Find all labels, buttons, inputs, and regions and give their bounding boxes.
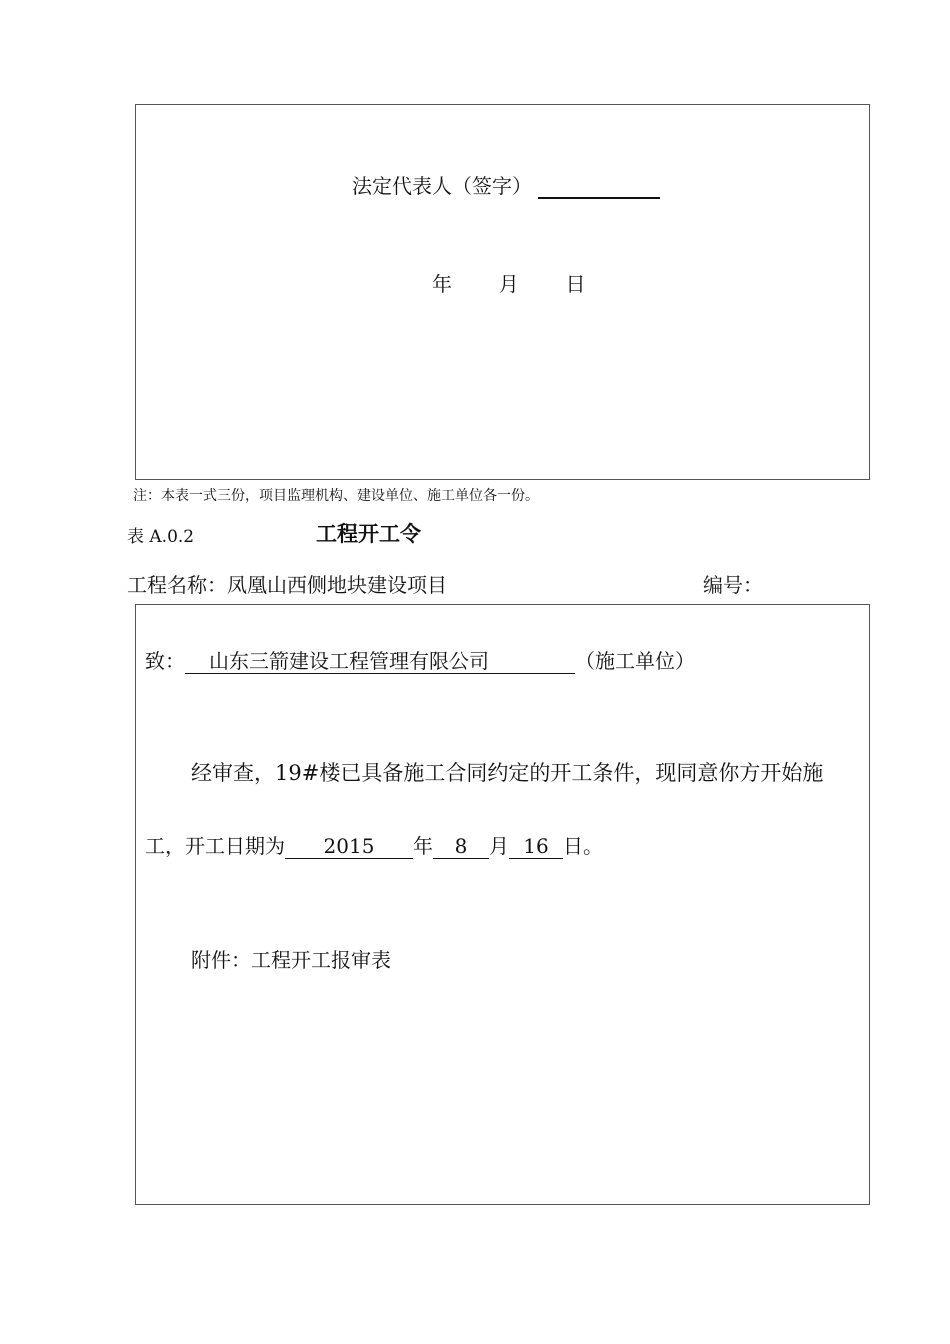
- recipient-row: [145, 645, 695, 674]
- attachment-line: 附件：工程开工报审表: [191, 948, 391, 972]
- recipient-role: （施工单位）: [575, 649, 695, 673]
- signature-field[interactable]: [538, 175, 660, 199]
- body-line-1: 经审查，19#楼已具备施工合同约定的开工条件，现同意你方开始施: [191, 761, 824, 785]
- start-date-prefix: 工，开工日期为: [145, 834, 285, 858]
- to-prefix: 致：: [145, 649, 185, 673]
- footnote: 注：本表一式三份，项目监理机构、建设单位、施工单位各一份。: [133, 488, 539, 504]
- signature-label: 法定代表人（签字）: [352, 174, 532, 198]
- start-month-field: 8: [433, 834, 489, 859]
- table-id: 表 A.0.2: [127, 527, 195, 547]
- date-day-label: 日: [565, 272, 586, 296]
- start-year-field: 2015: [285, 834, 413, 859]
- order-box: [135, 604, 870, 1205]
- start-day-unit: 日。: [563, 834, 603, 858]
- recipient-field: [185, 649, 575, 674]
- recipient-name: 山东三箭建设工程管理有限公司: [209, 649, 489, 673]
- project-name: 工程名称：凤凰山西侧地块建设项目: [127, 573, 447, 597]
- date-year-label: 年: [432, 272, 452, 296]
- start-month-unit: 月: [489, 834, 509, 858]
- body-line-2: [145, 830, 603, 859]
- date-row: [432, 268, 585, 297]
- form-title: 工程开工令: [316, 522, 421, 546]
- signature-row: [352, 170, 660, 199]
- date-month-label: 月: [498, 272, 519, 296]
- serial-number-label: 编号：: [703, 573, 763, 597]
- start-day-field: 16: [509, 834, 563, 859]
- start-year-unit: 年: [413, 834, 433, 858]
